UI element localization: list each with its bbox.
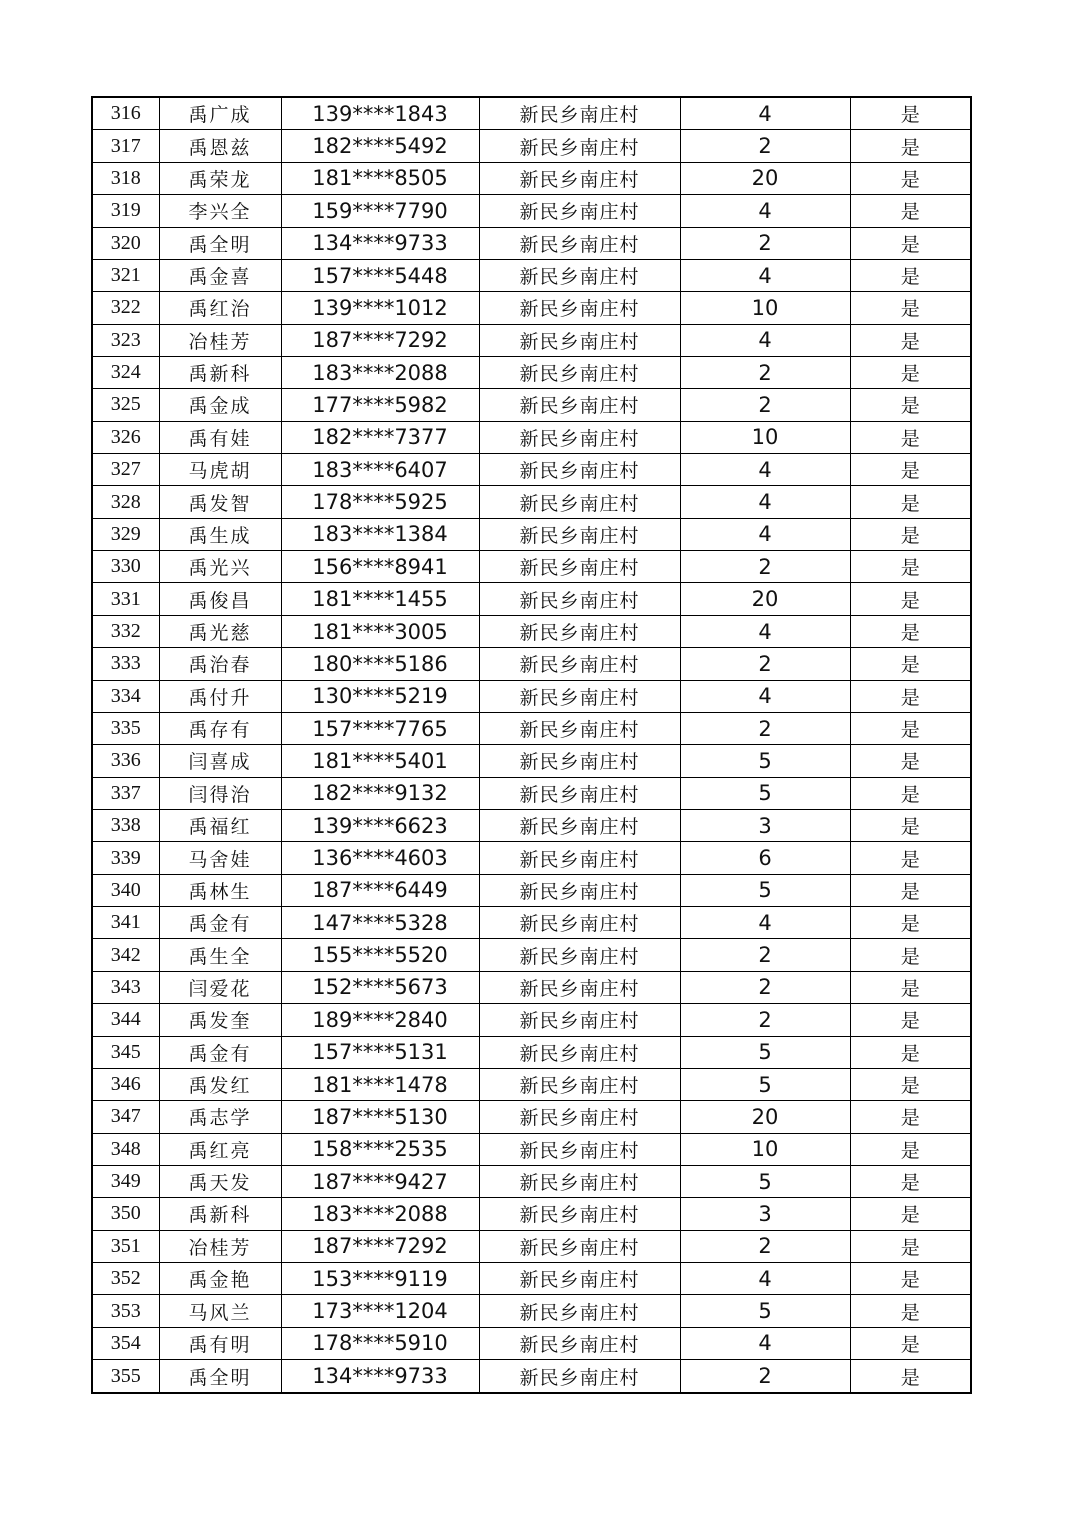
table-row bbox=[92, 518, 971, 550]
village-cell: 新民乡南庄村 bbox=[479, 1004, 680, 1036]
serial-number-cell: 329 bbox=[92, 518, 159, 550]
phone-cell: 187****9427 bbox=[281, 1165, 479, 1197]
name-cell: 禹金有 bbox=[159, 1036, 281, 1068]
serial-number-cell: 348 bbox=[92, 1133, 159, 1165]
name-cell: 禹付升 bbox=[159, 680, 281, 712]
serial-number-cell: 335 bbox=[92, 712, 159, 744]
table-row bbox=[92, 130, 971, 162]
name-cell: 禹荣龙 bbox=[159, 162, 281, 194]
quantity-cell: 4 bbox=[680, 1263, 850, 1295]
quantity-cell: 5 bbox=[680, 874, 850, 906]
village-cell: 新民乡南庄村 bbox=[479, 486, 680, 518]
serial-number-cell: 326 bbox=[92, 421, 159, 453]
village-cell: 新民乡南庄村 bbox=[479, 1230, 680, 1262]
name-cell: 冶桂芳 bbox=[159, 324, 281, 356]
confirmed-cell: 是 bbox=[850, 1295, 971, 1327]
table-row bbox=[92, 356, 971, 388]
quantity-cell: 4 bbox=[680, 324, 850, 356]
table-row bbox=[92, 745, 971, 777]
phone-cell: 139****1843 bbox=[281, 97, 479, 130]
village-cell: 新民乡南庄村 bbox=[479, 1263, 680, 1295]
name-cell: 李兴全 bbox=[159, 195, 281, 227]
phone-cell: 187****6449 bbox=[281, 874, 479, 906]
village-cell: 新民乡南庄村 bbox=[479, 324, 680, 356]
serial-number-cell: 334 bbox=[92, 680, 159, 712]
confirmed-cell: 是 bbox=[850, 1360, 971, 1393]
name-cell: 闫喜成 bbox=[159, 745, 281, 777]
table-row bbox=[92, 971, 971, 1003]
confirmed-cell: 是 bbox=[850, 777, 971, 809]
confirmed-cell: 是 bbox=[850, 1263, 971, 1295]
table-row bbox=[92, 1360, 971, 1393]
name-cell: 禹恩兹 bbox=[159, 130, 281, 162]
confirmed-cell: 是 bbox=[850, 486, 971, 518]
serial-number-cell: 350 bbox=[92, 1198, 159, 1230]
table-row bbox=[92, 1004, 971, 1036]
table-row bbox=[92, 874, 971, 906]
village-cell: 新民乡南庄村 bbox=[479, 97, 680, 130]
confirmed-cell: 是 bbox=[850, 454, 971, 486]
village-cell: 新民乡南庄村 bbox=[479, 1133, 680, 1165]
name-cell: 禹发红 bbox=[159, 1068, 281, 1100]
table-row bbox=[92, 842, 971, 874]
name-cell: 禹光兴 bbox=[159, 551, 281, 583]
serial-number-cell: 331 bbox=[92, 583, 159, 615]
serial-number-cell: 333 bbox=[92, 648, 159, 680]
serial-number-cell: 321 bbox=[92, 259, 159, 291]
phone-cell: 182****5492 bbox=[281, 130, 479, 162]
confirmed-cell: 是 bbox=[850, 551, 971, 583]
table-row bbox=[92, 454, 971, 486]
quantity-cell: 2 bbox=[680, 939, 850, 971]
name-cell: 禹广成 bbox=[159, 97, 281, 130]
serial-number-cell: 342 bbox=[92, 939, 159, 971]
confirmed-cell: 是 bbox=[850, 227, 971, 259]
serial-number-cell: 332 bbox=[92, 615, 159, 647]
confirmed-cell: 是 bbox=[850, 389, 971, 421]
name-cell: 闫爱花 bbox=[159, 971, 281, 1003]
confirmed-cell: 是 bbox=[850, 1165, 971, 1197]
quantity-cell: 3 bbox=[680, 809, 850, 841]
confirmed-cell: 是 bbox=[850, 1198, 971, 1230]
village-cell: 新民乡南庄村 bbox=[479, 162, 680, 194]
table-row bbox=[92, 809, 971, 841]
phone-cell: 181****3005 bbox=[281, 615, 479, 647]
village-cell: 新民乡南庄村 bbox=[479, 1101, 680, 1133]
confirmed-cell: 是 bbox=[850, 259, 971, 291]
village-cell: 新民乡南庄村 bbox=[479, 712, 680, 744]
quantity-cell: 10 bbox=[680, 292, 850, 324]
phone-cell: 183****6407 bbox=[281, 454, 479, 486]
confirmed-cell: 是 bbox=[850, 939, 971, 971]
quantity-cell: 20 bbox=[680, 1101, 850, 1133]
quantity-cell: 20 bbox=[680, 583, 850, 615]
phone-cell: 182****7377 bbox=[281, 421, 479, 453]
table-row bbox=[92, 1327, 971, 1359]
quantity-cell: 2 bbox=[680, 648, 850, 680]
name-cell: 禹光慈 bbox=[159, 615, 281, 647]
phone-cell: 139****1012 bbox=[281, 292, 479, 324]
phone-cell: 152****5673 bbox=[281, 971, 479, 1003]
serial-number-cell: 322 bbox=[92, 292, 159, 324]
serial-number-cell: 324 bbox=[92, 356, 159, 388]
name-cell: 禹生全 bbox=[159, 939, 281, 971]
confirmed-cell: 是 bbox=[850, 583, 971, 615]
village-cell: 新民乡南庄村 bbox=[479, 874, 680, 906]
quantity-cell: 2 bbox=[680, 1360, 850, 1393]
village-cell: 新民乡南庄村 bbox=[479, 1165, 680, 1197]
name-cell: 禹金喜 bbox=[159, 259, 281, 291]
quantity-cell: 2 bbox=[680, 1004, 850, 1036]
quantity-cell: 5 bbox=[680, 745, 850, 777]
village-cell: 新民乡南庄村 bbox=[479, 259, 680, 291]
table-row bbox=[92, 1036, 971, 1068]
quantity-cell: 10 bbox=[680, 1133, 850, 1165]
table-row bbox=[92, 1133, 971, 1165]
village-cell: 新民乡南庄村 bbox=[479, 971, 680, 1003]
name-cell: 闫得治 bbox=[159, 777, 281, 809]
quantity-cell: 4 bbox=[680, 615, 850, 647]
table-row bbox=[92, 777, 971, 809]
name-cell: 禹全明 bbox=[159, 227, 281, 259]
confirmed-cell: 是 bbox=[850, 356, 971, 388]
serial-number-cell: 355 bbox=[92, 1360, 159, 1393]
serial-number-cell: 319 bbox=[92, 195, 159, 227]
quantity-cell: 2 bbox=[680, 1230, 850, 1262]
village-cell: 新民乡南庄村 bbox=[479, 227, 680, 259]
name-cell: 冶桂芳 bbox=[159, 1230, 281, 1262]
confirmed-cell: 是 bbox=[850, 809, 971, 841]
name-cell: 禹新科 bbox=[159, 356, 281, 388]
serial-number-cell: 354 bbox=[92, 1327, 159, 1359]
table-row bbox=[92, 1263, 971, 1295]
quantity-cell: 2 bbox=[680, 130, 850, 162]
village-cell: 新民乡南庄村 bbox=[479, 583, 680, 615]
quantity-cell: 2 bbox=[680, 971, 850, 1003]
village-cell: 新民乡南庄村 bbox=[479, 809, 680, 841]
quantity-cell: 4 bbox=[680, 1327, 850, 1359]
table-row bbox=[92, 292, 971, 324]
phone-cell: 134****9733 bbox=[281, 1360, 479, 1393]
name-cell: 禹金成 bbox=[159, 389, 281, 421]
confirmed-cell: 是 bbox=[850, 1327, 971, 1359]
village-cell: 新民乡南庄村 bbox=[479, 615, 680, 647]
table-row bbox=[92, 551, 971, 583]
quantity-cell: 5 bbox=[680, 1068, 850, 1100]
confirmed-cell: 是 bbox=[850, 1004, 971, 1036]
quantity-cell: 5 bbox=[680, 1295, 850, 1327]
village-cell: 新民乡南庄村 bbox=[479, 777, 680, 809]
name-cell: 禹志学 bbox=[159, 1101, 281, 1133]
phone-cell: 153****9119 bbox=[281, 1263, 479, 1295]
confirmed-cell: 是 bbox=[850, 1101, 971, 1133]
quantity-cell: 4 bbox=[680, 454, 850, 486]
serial-number-cell: 341 bbox=[92, 907, 159, 939]
phone-cell: 173****1204 bbox=[281, 1295, 479, 1327]
phone-cell: 177****5982 bbox=[281, 389, 479, 421]
table-row bbox=[92, 1101, 971, 1133]
serial-number-cell: 347 bbox=[92, 1101, 159, 1133]
name-cell: 禹红治 bbox=[159, 292, 281, 324]
phone-cell: 155****5520 bbox=[281, 939, 479, 971]
table-row bbox=[92, 162, 971, 194]
quantity-cell: 2 bbox=[680, 712, 850, 744]
phone-cell: 181****1478 bbox=[281, 1068, 479, 1100]
quantity-cell: 4 bbox=[680, 259, 850, 291]
confirmed-cell: 是 bbox=[850, 615, 971, 647]
table-row bbox=[92, 648, 971, 680]
phone-cell: 139****6623 bbox=[281, 809, 479, 841]
name-cell: 禹存有 bbox=[159, 712, 281, 744]
confirmed-cell: 是 bbox=[850, 130, 971, 162]
table-row bbox=[92, 421, 971, 453]
serial-number-cell: 340 bbox=[92, 874, 159, 906]
quantity-cell: 5 bbox=[680, 1165, 850, 1197]
phone-cell: 157****5448 bbox=[281, 259, 479, 291]
name-cell: 马舍娃 bbox=[159, 842, 281, 874]
table-row bbox=[92, 583, 971, 615]
name-cell: 禹治春 bbox=[159, 648, 281, 680]
phone-cell: 187****7292 bbox=[281, 1230, 479, 1262]
roster-table bbox=[91, 96, 972, 1394]
confirmed-cell: 是 bbox=[850, 518, 971, 550]
confirmed-cell: 是 bbox=[850, 680, 971, 712]
name-cell: 禹有娃 bbox=[159, 421, 281, 453]
village-cell: 新民乡南庄村 bbox=[479, 1198, 680, 1230]
table-row bbox=[92, 486, 971, 518]
quantity-cell: 2 bbox=[680, 356, 850, 388]
serial-number-cell: 320 bbox=[92, 227, 159, 259]
confirmed-cell: 是 bbox=[850, 324, 971, 356]
village-cell: 新民乡南庄村 bbox=[479, 551, 680, 583]
serial-number-cell: 325 bbox=[92, 389, 159, 421]
confirmed-cell: 是 bbox=[850, 292, 971, 324]
village-cell: 新民乡南庄村 bbox=[479, 1327, 680, 1359]
village-cell: 新民乡南庄村 bbox=[479, 1068, 680, 1100]
serial-number-cell: 318 bbox=[92, 162, 159, 194]
serial-number-cell: 327 bbox=[92, 454, 159, 486]
name-cell: 禹金有 bbox=[159, 907, 281, 939]
village-cell: 新民乡南庄村 bbox=[479, 356, 680, 388]
serial-number-cell: 353 bbox=[92, 1295, 159, 1327]
quantity-cell: 4 bbox=[680, 97, 850, 130]
table-row bbox=[92, 389, 971, 421]
quantity-cell: 6 bbox=[680, 842, 850, 874]
quantity-cell: 4 bbox=[680, 195, 850, 227]
phone-cell: 157****7765 bbox=[281, 712, 479, 744]
village-cell: 新民乡南庄村 bbox=[479, 1036, 680, 1068]
table-row bbox=[92, 939, 971, 971]
serial-number-cell: 343 bbox=[92, 971, 159, 1003]
quantity-cell: 4 bbox=[680, 486, 850, 518]
phone-cell: 183****2088 bbox=[281, 356, 479, 388]
phone-cell: 187****5130 bbox=[281, 1101, 479, 1133]
confirmed-cell: 是 bbox=[850, 907, 971, 939]
phone-cell: 181****1455 bbox=[281, 583, 479, 615]
village-cell: 新民乡南庄村 bbox=[479, 518, 680, 550]
serial-number-cell: 346 bbox=[92, 1068, 159, 1100]
table-row bbox=[92, 1230, 971, 1262]
quantity-cell: 3 bbox=[680, 1198, 850, 1230]
table-row bbox=[92, 324, 971, 356]
phone-cell: 130****5219 bbox=[281, 680, 479, 712]
village-cell: 新民乡南庄村 bbox=[479, 292, 680, 324]
phone-cell: 183****2088 bbox=[281, 1198, 479, 1230]
village-cell: 新民乡南庄村 bbox=[479, 421, 680, 453]
phone-cell: 156****8941 bbox=[281, 551, 479, 583]
confirmed-cell: 是 bbox=[850, 1068, 971, 1100]
village-cell: 新民乡南庄村 bbox=[479, 1360, 680, 1393]
table-row bbox=[92, 615, 971, 647]
name-cell: 马虎胡 bbox=[159, 454, 281, 486]
confirmed-cell: 是 bbox=[850, 97, 971, 130]
confirmed-cell: 是 bbox=[850, 1133, 971, 1165]
table-row bbox=[92, 195, 971, 227]
serial-number-cell: 330 bbox=[92, 551, 159, 583]
name-cell: 马风兰 bbox=[159, 1295, 281, 1327]
serial-number-cell: 316 bbox=[92, 97, 159, 130]
quantity-cell: 4 bbox=[680, 907, 850, 939]
name-cell: 禹生成 bbox=[159, 518, 281, 550]
phone-cell: 159****7790 bbox=[281, 195, 479, 227]
village-cell: 新民乡南庄村 bbox=[479, 389, 680, 421]
name-cell: 禹发智 bbox=[159, 486, 281, 518]
village-cell: 新民乡南庄村 bbox=[479, 648, 680, 680]
confirmed-cell: 是 bbox=[850, 1230, 971, 1262]
table-row bbox=[92, 680, 971, 712]
roster-body bbox=[92, 97, 971, 1393]
phone-cell: 158****2535 bbox=[281, 1133, 479, 1165]
quantity-cell: 2 bbox=[680, 227, 850, 259]
name-cell: 禹红亮 bbox=[159, 1133, 281, 1165]
name-cell: 禹有明 bbox=[159, 1327, 281, 1359]
phone-cell: 147****5328 bbox=[281, 907, 479, 939]
serial-number-cell: 351 bbox=[92, 1230, 159, 1262]
name-cell: 禹发奎 bbox=[159, 1004, 281, 1036]
serial-number-cell: 337 bbox=[92, 777, 159, 809]
table-row bbox=[92, 712, 971, 744]
table-row bbox=[92, 1198, 971, 1230]
confirmed-cell: 是 bbox=[850, 745, 971, 777]
confirmed-cell: 是 bbox=[850, 971, 971, 1003]
name-cell: 禹福红 bbox=[159, 809, 281, 841]
phone-cell: 134****9733 bbox=[281, 227, 479, 259]
confirmed-cell: 是 bbox=[850, 842, 971, 874]
table-row bbox=[92, 97, 971, 130]
village-cell: 新民乡南庄村 bbox=[479, 939, 680, 971]
table-row bbox=[92, 1295, 971, 1327]
confirmed-cell: 是 bbox=[850, 162, 971, 194]
quantity-cell: 20 bbox=[680, 162, 850, 194]
serial-number-cell: 338 bbox=[92, 809, 159, 841]
confirmed-cell: 是 bbox=[850, 648, 971, 680]
serial-number-cell: 344 bbox=[92, 1004, 159, 1036]
table-row bbox=[92, 1068, 971, 1100]
phone-cell: 180****5186 bbox=[281, 648, 479, 680]
phone-cell: 136****4603 bbox=[281, 842, 479, 874]
name-cell: 禹林生 bbox=[159, 874, 281, 906]
phone-cell: 182****9132 bbox=[281, 777, 479, 809]
confirmed-cell: 是 bbox=[850, 874, 971, 906]
quantity-cell: 4 bbox=[680, 518, 850, 550]
serial-number-cell: 352 bbox=[92, 1263, 159, 1295]
quantity-cell: 5 bbox=[680, 1036, 850, 1068]
village-cell: 新民乡南庄村 bbox=[479, 907, 680, 939]
serial-number-cell: 345 bbox=[92, 1036, 159, 1068]
phone-cell: 157****5131 bbox=[281, 1036, 479, 1068]
table-row bbox=[92, 907, 971, 939]
phone-cell: 178****5925 bbox=[281, 486, 479, 518]
village-cell: 新民乡南庄村 bbox=[479, 745, 680, 777]
quantity-cell: 10 bbox=[680, 421, 850, 453]
village-cell: 新民乡南庄村 bbox=[479, 842, 680, 874]
table-row bbox=[92, 1165, 971, 1197]
serial-number-cell: 336 bbox=[92, 745, 159, 777]
confirmed-cell: 是 bbox=[850, 712, 971, 744]
confirmed-cell: 是 bbox=[850, 195, 971, 227]
quantity-cell: 2 bbox=[680, 389, 850, 421]
name-cell: 禹俊昌 bbox=[159, 583, 281, 615]
phone-cell: 187****7292 bbox=[281, 324, 479, 356]
serial-number-cell: 323 bbox=[92, 324, 159, 356]
name-cell: 禹全明 bbox=[159, 1360, 281, 1393]
village-cell: 新民乡南庄村 bbox=[479, 680, 680, 712]
table-row bbox=[92, 227, 971, 259]
name-cell: 禹天发 bbox=[159, 1165, 281, 1197]
serial-number-cell: 339 bbox=[92, 842, 159, 874]
serial-number-cell: 317 bbox=[92, 130, 159, 162]
serial-number-cell: 349 bbox=[92, 1165, 159, 1197]
phone-cell: 181****8505 bbox=[281, 162, 479, 194]
quantity-cell: 4 bbox=[680, 680, 850, 712]
village-cell: 新民乡南庄村 bbox=[479, 195, 680, 227]
serial-number-cell: 328 bbox=[92, 486, 159, 518]
quantity-cell: 2 bbox=[680, 551, 850, 583]
confirmed-cell: 是 bbox=[850, 1036, 971, 1068]
phone-cell: 178****5910 bbox=[281, 1327, 479, 1359]
table-row bbox=[92, 259, 971, 291]
phone-cell: 181****5401 bbox=[281, 745, 479, 777]
confirmed-cell: 是 bbox=[850, 421, 971, 453]
name-cell: 禹新科 bbox=[159, 1198, 281, 1230]
village-cell: 新民乡南庄村 bbox=[479, 454, 680, 486]
quantity-cell: 5 bbox=[680, 777, 850, 809]
phone-cell: 189****2840 bbox=[281, 1004, 479, 1036]
village-cell: 新民乡南庄村 bbox=[479, 130, 680, 162]
name-cell: 禹金艳 bbox=[159, 1263, 281, 1295]
village-cell: 新民乡南庄村 bbox=[479, 1295, 680, 1327]
phone-cell: 183****1384 bbox=[281, 518, 479, 550]
